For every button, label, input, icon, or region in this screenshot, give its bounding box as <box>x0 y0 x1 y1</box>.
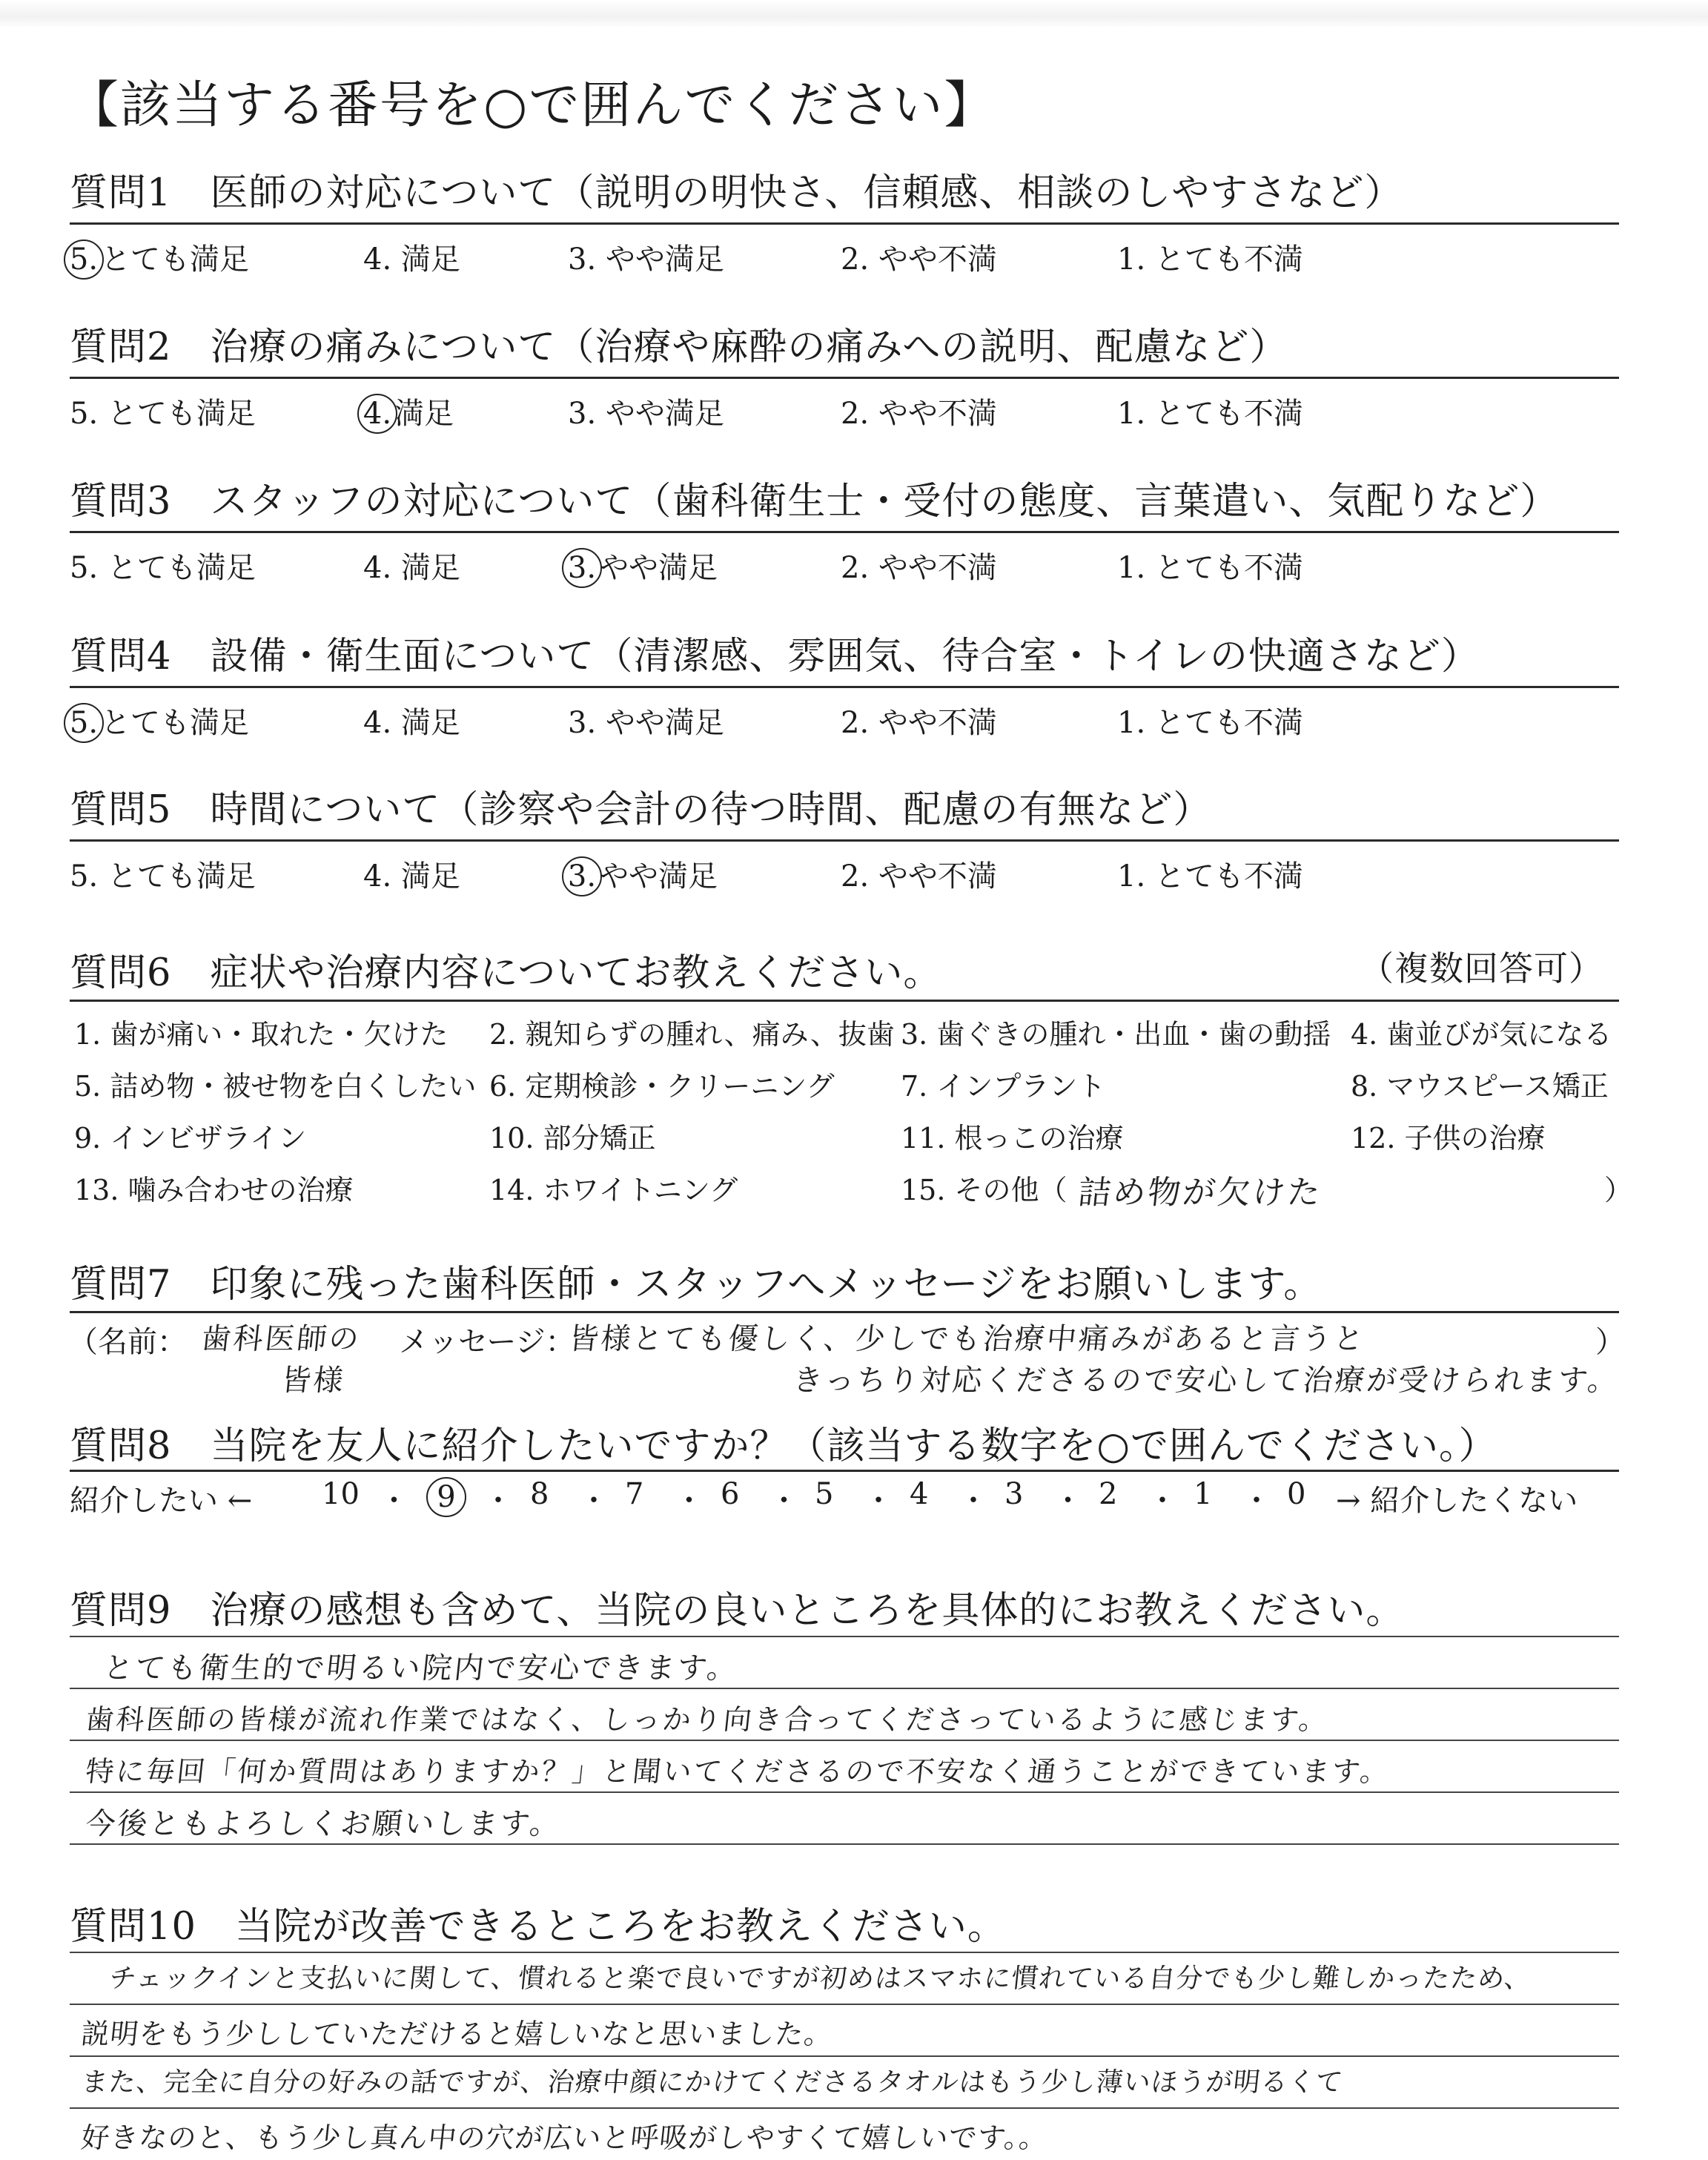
q10-handwritten-line: 好きなのと、もう少し真ん中の穴が広いと呼吸がしやすくて嬉しいです。。 <box>79 2121 1050 2154</box>
q6-option[interactable]: 12. 子供の治療 <box>1351 1122 1546 1155</box>
question-rule <box>70 531 1619 533</box>
q9-line-rule <box>70 1740 1619 1741</box>
rating-option[interactable]: 1. とても不満 <box>1117 242 1303 277</box>
q7-close-paren: ） <box>1595 1325 1625 1359</box>
q9-line-rule <box>70 1636 1619 1637</box>
q6-option[interactable]: ） <box>1604 1174 1633 1206</box>
rating-option[interactable]: 4. 満足 <box>363 859 460 894</box>
q8-scale-number[interactable]: 4 <box>910 1477 929 1511</box>
q8-separator: ・ <box>483 1484 513 1518</box>
q10-line-rule <box>70 2107 1619 2109</box>
q9-handwritten-line: 歯科医師の皆様が流れ作業ではなく、しっかり向き合ってくださっているように感じます。 <box>84 1703 1331 1736</box>
page-title: 【該当する番号を○で囲んでください】 <box>68 76 996 135</box>
rating-option[interactable]: 3. やや満足 <box>568 706 724 740</box>
option-label: とても満足 <box>101 242 249 277</box>
q7-rule <box>70 1311 1619 1313</box>
selected-circle: 3. <box>562 548 602 588</box>
q8-separator: ・ <box>1053 1484 1083 1518</box>
q6-option[interactable]: 4. 歯並びが気になる <box>1351 1018 1612 1051</box>
option-label: とても満足 <box>101 706 249 740</box>
q10-handwritten-line: チェックインと支払いに関して、慣れると楽で良いですが初めはスマホに慣れている自分でも少し難しかったため、 <box>107 1964 1534 1994</box>
q6-option[interactable]: 3. 歯ぐきの腫れ・出血・歯の動揺 <box>901 1018 1331 1051</box>
q8-scale-number[interactable]: 8 <box>530 1477 549 1511</box>
rating-option[interactable]: 3. やや満足 <box>568 397 724 431</box>
rating-option[interactable]: 5. とても満足 <box>70 859 256 894</box>
q7-message-line: きっちり対応くださるので安心して治療が受けられます。 <box>791 1364 1621 1398</box>
q6-option[interactable]: 10. 部分矯正 <box>489 1122 656 1155</box>
q9-handwritten-line: 特に毎回「何か質問はありますか？」と聞いてくださるので不安なく通うことができています。 <box>84 1755 1392 1788</box>
rating-option[interactable]: 5. とても満足 <box>70 551 256 585</box>
q8-scale-number[interactable]: 6 <box>721 1477 740 1511</box>
scan-top-edge <box>0 0 1708 28</box>
q8-scale-number[interactable] <box>434 1477 463 1517</box>
q7-name-value-cont: 皆様 <box>279 1364 348 1398</box>
rating-option[interactable] <box>568 853 718 896</box>
q6-option[interactable]: 13. 噛み合わせの治療 <box>74 1174 354 1206</box>
option-label: やや満足 <box>599 859 718 894</box>
question-rule <box>70 377 1619 379</box>
q10-line-rule <box>70 1952 1619 1953</box>
q7-name-value[interactable]: 歯科医師の <box>199 1322 363 1356</box>
question-title: 質問3 スタッフの対応について（歯科衛生士・受付の態度、言葉遣い、気配りなど） <box>70 480 1559 524</box>
q9-handwritten-line: 今後ともよろしくお願いします。 <box>84 1807 563 1841</box>
rating-option[interactable]: 1. とても不満 <box>1117 551 1303 585</box>
q8-title: 質問8 当院を友人に紹介したいですか？（該当する数字を○で囲んでください。） <box>70 1424 1497 1468</box>
q8-scale-number[interactable]: 3 <box>1004 1477 1024 1511</box>
rating-option[interactable]: 1. とても不満 <box>1117 706 1303 740</box>
q10-line-rule <box>70 2055 1619 2057</box>
q8-separator: ・ <box>1148 1484 1177 1518</box>
q6-option[interactable]: 5. 詰め物・被せ物を白くしたい <box>74 1070 477 1103</box>
question-title: 質問1 医師の対応について（説明の明快さ、信頼感、相談のしやすさなど） <box>70 171 1403 215</box>
q8-rule <box>70 1470 1619 1472</box>
q6-rule <box>70 1000 1619 1002</box>
question-rule <box>70 839 1619 842</box>
q9-line-rule <box>70 1791 1619 1793</box>
question-title: 質問4 設備・衛生面について（清潔感、雰囲気、待合室・トイレの快適さなど） <box>70 635 1480 678</box>
rating-option[interactable]: 4. 満足 <box>363 242 460 277</box>
q6-option[interactable]: 9. インビザライン <box>74 1122 307 1155</box>
rating-option[interactable] <box>70 699 249 743</box>
q9-title: 質問9 治療の感想も含めて、当院の良いところを具体的にお教えください。 <box>70 1589 1405 1633</box>
q8-separator: ・ <box>674 1484 704 1518</box>
rating-option[interactable]: 4. 満足 <box>363 551 460 585</box>
rating-option[interactable]: 1. とても不満 <box>1117 859 1303 894</box>
selected-circle: 9 <box>426 1477 466 1517</box>
selected-circle: 3. <box>562 856 602 896</box>
question-title: 質問2 治療の痛みについて（治療や麻酔の痛みへの説明、配慮など） <box>70 326 1288 369</box>
question-rule <box>70 686 1619 688</box>
rating-option[interactable]: 2. やや不満 <box>841 859 997 894</box>
option-label: やや満足 <box>599 551 718 585</box>
q9-line-rule <box>70 1843 1619 1845</box>
q6-option[interactable]: 2. 親知らずの腫れ、痛み、抜歯 <box>489 1018 895 1051</box>
q8-separator: ・ <box>379 1484 409 1518</box>
q8-separator: ・ <box>864 1484 893 1518</box>
q7-title: 質問7 印象に残った歯科医師・スタッフへメッセージをお願いします。 <box>70 1263 1323 1307</box>
q10-handwritten-line: また、完全に自分の好みの話ですが、治療中顔にかけてくださるタオルはもう少し薄いほうが明るくて <box>79 2067 1345 2098</box>
q8-separator: ・ <box>579 1484 609 1518</box>
q8-scale-number[interactable]: 7 <box>625 1477 644 1511</box>
q8-scale-number[interactable]: 1 <box>1194 1477 1213 1511</box>
rating-option[interactable]: 2. やや不満 <box>841 706 997 740</box>
rating-option[interactable] <box>70 236 249 280</box>
q7-name-label: （名前： <box>68 1325 187 1359</box>
rating-option[interactable]: 2. やや不満 <box>841 242 997 277</box>
q8-separator: ・ <box>1242 1484 1271 1518</box>
q8-scale-number[interactable]: 10 <box>322 1477 360 1511</box>
q8-left-label: 紹介したい ← <box>70 1484 253 1518</box>
rating-option[interactable] <box>363 390 454 434</box>
q6-option[interactable]: 14. ホワイトニング <box>489 1174 738 1206</box>
q7-message-line[interactable]: 皆様とても優しく、少しでも治療中痛みがあると言うと <box>567 1322 1368 1356</box>
q8-scale-number[interactable]: 5 <box>815 1477 834 1511</box>
selected-circle: 5. <box>64 703 104 743</box>
q10-handwritten-line: 説明をもう少ししていただけると嬉しいなと思いました。 <box>79 2018 835 2050</box>
q6-option[interactable]: 8. マウスピース矯正 <box>1351 1070 1609 1103</box>
rating-option[interactable]: 2. やや不満 <box>841 551 997 585</box>
q6-option[interactable]: 11. 根っこの治療 <box>901 1122 1124 1155</box>
q6-option[interactable]: 15. その他（ <box>901 1174 1068 1206</box>
q9-handwritten-line: とても衛生的で明るい院内で安心できます。 <box>102 1651 741 1685</box>
q8-scale-number[interactable]: 0 <box>1287 1477 1306 1511</box>
q6-title: 質問6 症状や治療内容についてお教えください。 <box>70 951 942 995</box>
question-title: 質問5 時間について（診察や会計の待つ時間、配慮の有無など） <box>70 788 1212 832</box>
q10-line-rule <box>70 2004 1619 2005</box>
q8-separator: ・ <box>959 1484 988 1518</box>
rating-option[interactable]: 1. とても不満 <box>1117 397 1303 431</box>
rating-option[interactable]: 4. 満足 <box>363 706 460 740</box>
rating-option[interactable]: 2. やや不満 <box>841 397 997 431</box>
q8-scale-number[interactable]: 2 <box>1099 1477 1118 1511</box>
q6-option[interactable]: 7. インプラント <box>901 1070 1106 1103</box>
option-label: 満足 <box>394 397 454 431</box>
q6-other-text[interactable]: 詰め物が欠けた <box>1076 1174 1325 1212</box>
rating-option[interactable]: 3. やや満足 <box>568 242 724 277</box>
rating-option[interactable]: 5. とても満足 <box>70 397 256 431</box>
q9-line-rule <box>70 1688 1619 1689</box>
q8-right-label: → 紹介したくない <box>1336 1484 1578 1518</box>
q6-option[interactable]: 6. 定期検診・クリーニング <box>489 1070 835 1103</box>
q6-option[interactable]: 1. 歯が痛い・取れた・欠けた <box>74 1018 448 1051</box>
selected-circle: 5. <box>64 240 104 280</box>
q8-separator: ・ <box>769 1484 799 1518</box>
selected-circle: 4. <box>357 394 397 434</box>
q6-note: （複数回答可） <box>1360 948 1603 988</box>
q7-message-label: メッセージ： <box>399 1325 575 1359</box>
question-rule <box>70 222 1619 225</box>
q10-title: 質問10 当院が改善できるところをお教えください。 <box>70 1905 1006 1949</box>
rating-option[interactable] <box>568 544 718 588</box>
